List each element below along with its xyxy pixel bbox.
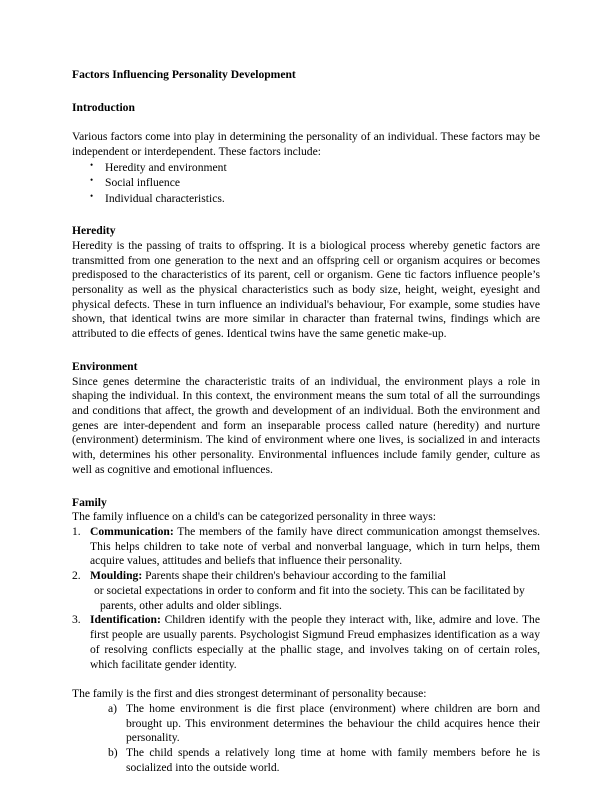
list-item	[72, 175, 540, 190]
list-item-label: Heredity and environment	[105, 160, 227, 174]
list-item-marker: 1.	[72, 525, 81, 539]
heredity-paragraph: Heredity is the passing of traits to offspring. It is a biological process whereby genetic factors are transmitted from one generation to the next and an offspring cell or organism acquires or becomes predisposed to the characteristics of its parent, cell or organism. Gene tic factors influence people’s personality as well as the physical characteristics such as body size, height, weight, eyesight and physical defects. These in turn influence an individual's behaviour, For example, some studies have shown, that identical twins are more similar in character than fraternal twins, findings which are attributed to die effects of genes. Identical twins have the same genetic make-up.	[72, 238, 540, 341]
list-item	[72, 613, 540, 672]
family-closing-paragraph: The family is the first and dies strongest determinant of personality because:	[72, 687, 427, 701]
section-heading-environment: Environment	[72, 359, 138, 373]
list-item-marker: a)	[108, 701, 118, 715]
list-item-text: The home environment is die first place (environment) where children are born and brought up. This environment determines the behaviour the child acquires hence their personality.	[126, 701, 540, 745]
list-item	[72, 160, 540, 175]
list-item-text: The members of the family have direct communication amongst themselves. This helps children to take note of verbal and nonverbal language, which in turn helps, them acquire values, attitudes and beliefs that influence their personality.	[90, 525, 540, 568]
list-item	[72, 569, 540, 613]
list-item-term: Moulding:	[90, 569, 143, 583]
list-item-marker: 3.	[72, 613, 81, 627]
list-item-text-continuation: or societal expectations in order to conform and fit into the society. This can be facilitated by	[94, 583, 525, 597]
introduction-paragraph: Various factors come into play in determining the personality of an individual. These factors may be independent or interdependent. These factors include:	[72, 130, 540, 159]
list-item	[72, 525, 540, 569]
list-item-term: Identification:	[90, 613, 161, 627]
list-item-text-continuation: parents, other adults and older siblings.	[100, 598, 282, 612]
list-item-term: Communication:	[90, 525, 174, 539]
bullet-icon: •	[90, 159, 94, 170]
environment-paragraph: Since genes determine the characteristic traits of an individual, the environment plays a role in shaping the individual. In this context, the environment means the sum total of all the surroundings and conditions that affect, the growth and development of an individual. Both the environment and genes are inter-dependent and form an inseparable process called nature (heredity) and nurture (environment) determinism. The kind of environment where one lives, is socialized in and interacts with, determines his other personality. Environmental influences include family gender, culture as well as cognitive and emotional influences.	[72, 374, 540, 476]
section-heading-introduction: Introduction	[72, 100, 135, 114]
list-item-marker: 2.	[72, 569, 81, 583]
section-heading-heredity: Heredity	[72, 224, 116, 238]
list-item	[72, 191, 540, 206]
list-item-label: Social influence	[105, 176, 181, 190]
page-title: Factors Influencing Personality Development	[72, 68, 296, 81]
document-body	[72, 68, 540, 776]
list-item-text: Children identify with the people they interact with, like, admire and love. The first people are usually parents. Psychologist Sigmund Freud emphasizes identification as a way of resolving conflicts especially at the phallic stage, and involves taking on of certain roles, which facilitate gender identity.	[90, 613, 540, 671]
list-item	[108, 746, 540, 775]
family-lettered-list	[72, 702, 540, 776]
list-item-text: The child spends a relatively long time at home with family members before he is socialized into the outside world.	[126, 746, 540, 774]
bullet-icon: •	[90, 175, 94, 186]
bullet-icon: •	[90, 190, 94, 201]
list-item-label: Individual characteristics.	[105, 191, 225, 205]
list-item	[108, 702, 540, 746]
list-item-marker: b)	[108, 746, 118, 760]
section-heading-family: Family	[72, 495, 107, 509]
introduction-bullet-list	[72, 160, 540, 206]
family-intro-paragraph: The family influence on a child's can be categorized personality in three ways:	[72, 510, 436, 524]
family-numbered-list	[72, 525, 540, 672]
list-item-text: Parents shape their children's behaviour according to the familial	[142, 569, 446, 583]
